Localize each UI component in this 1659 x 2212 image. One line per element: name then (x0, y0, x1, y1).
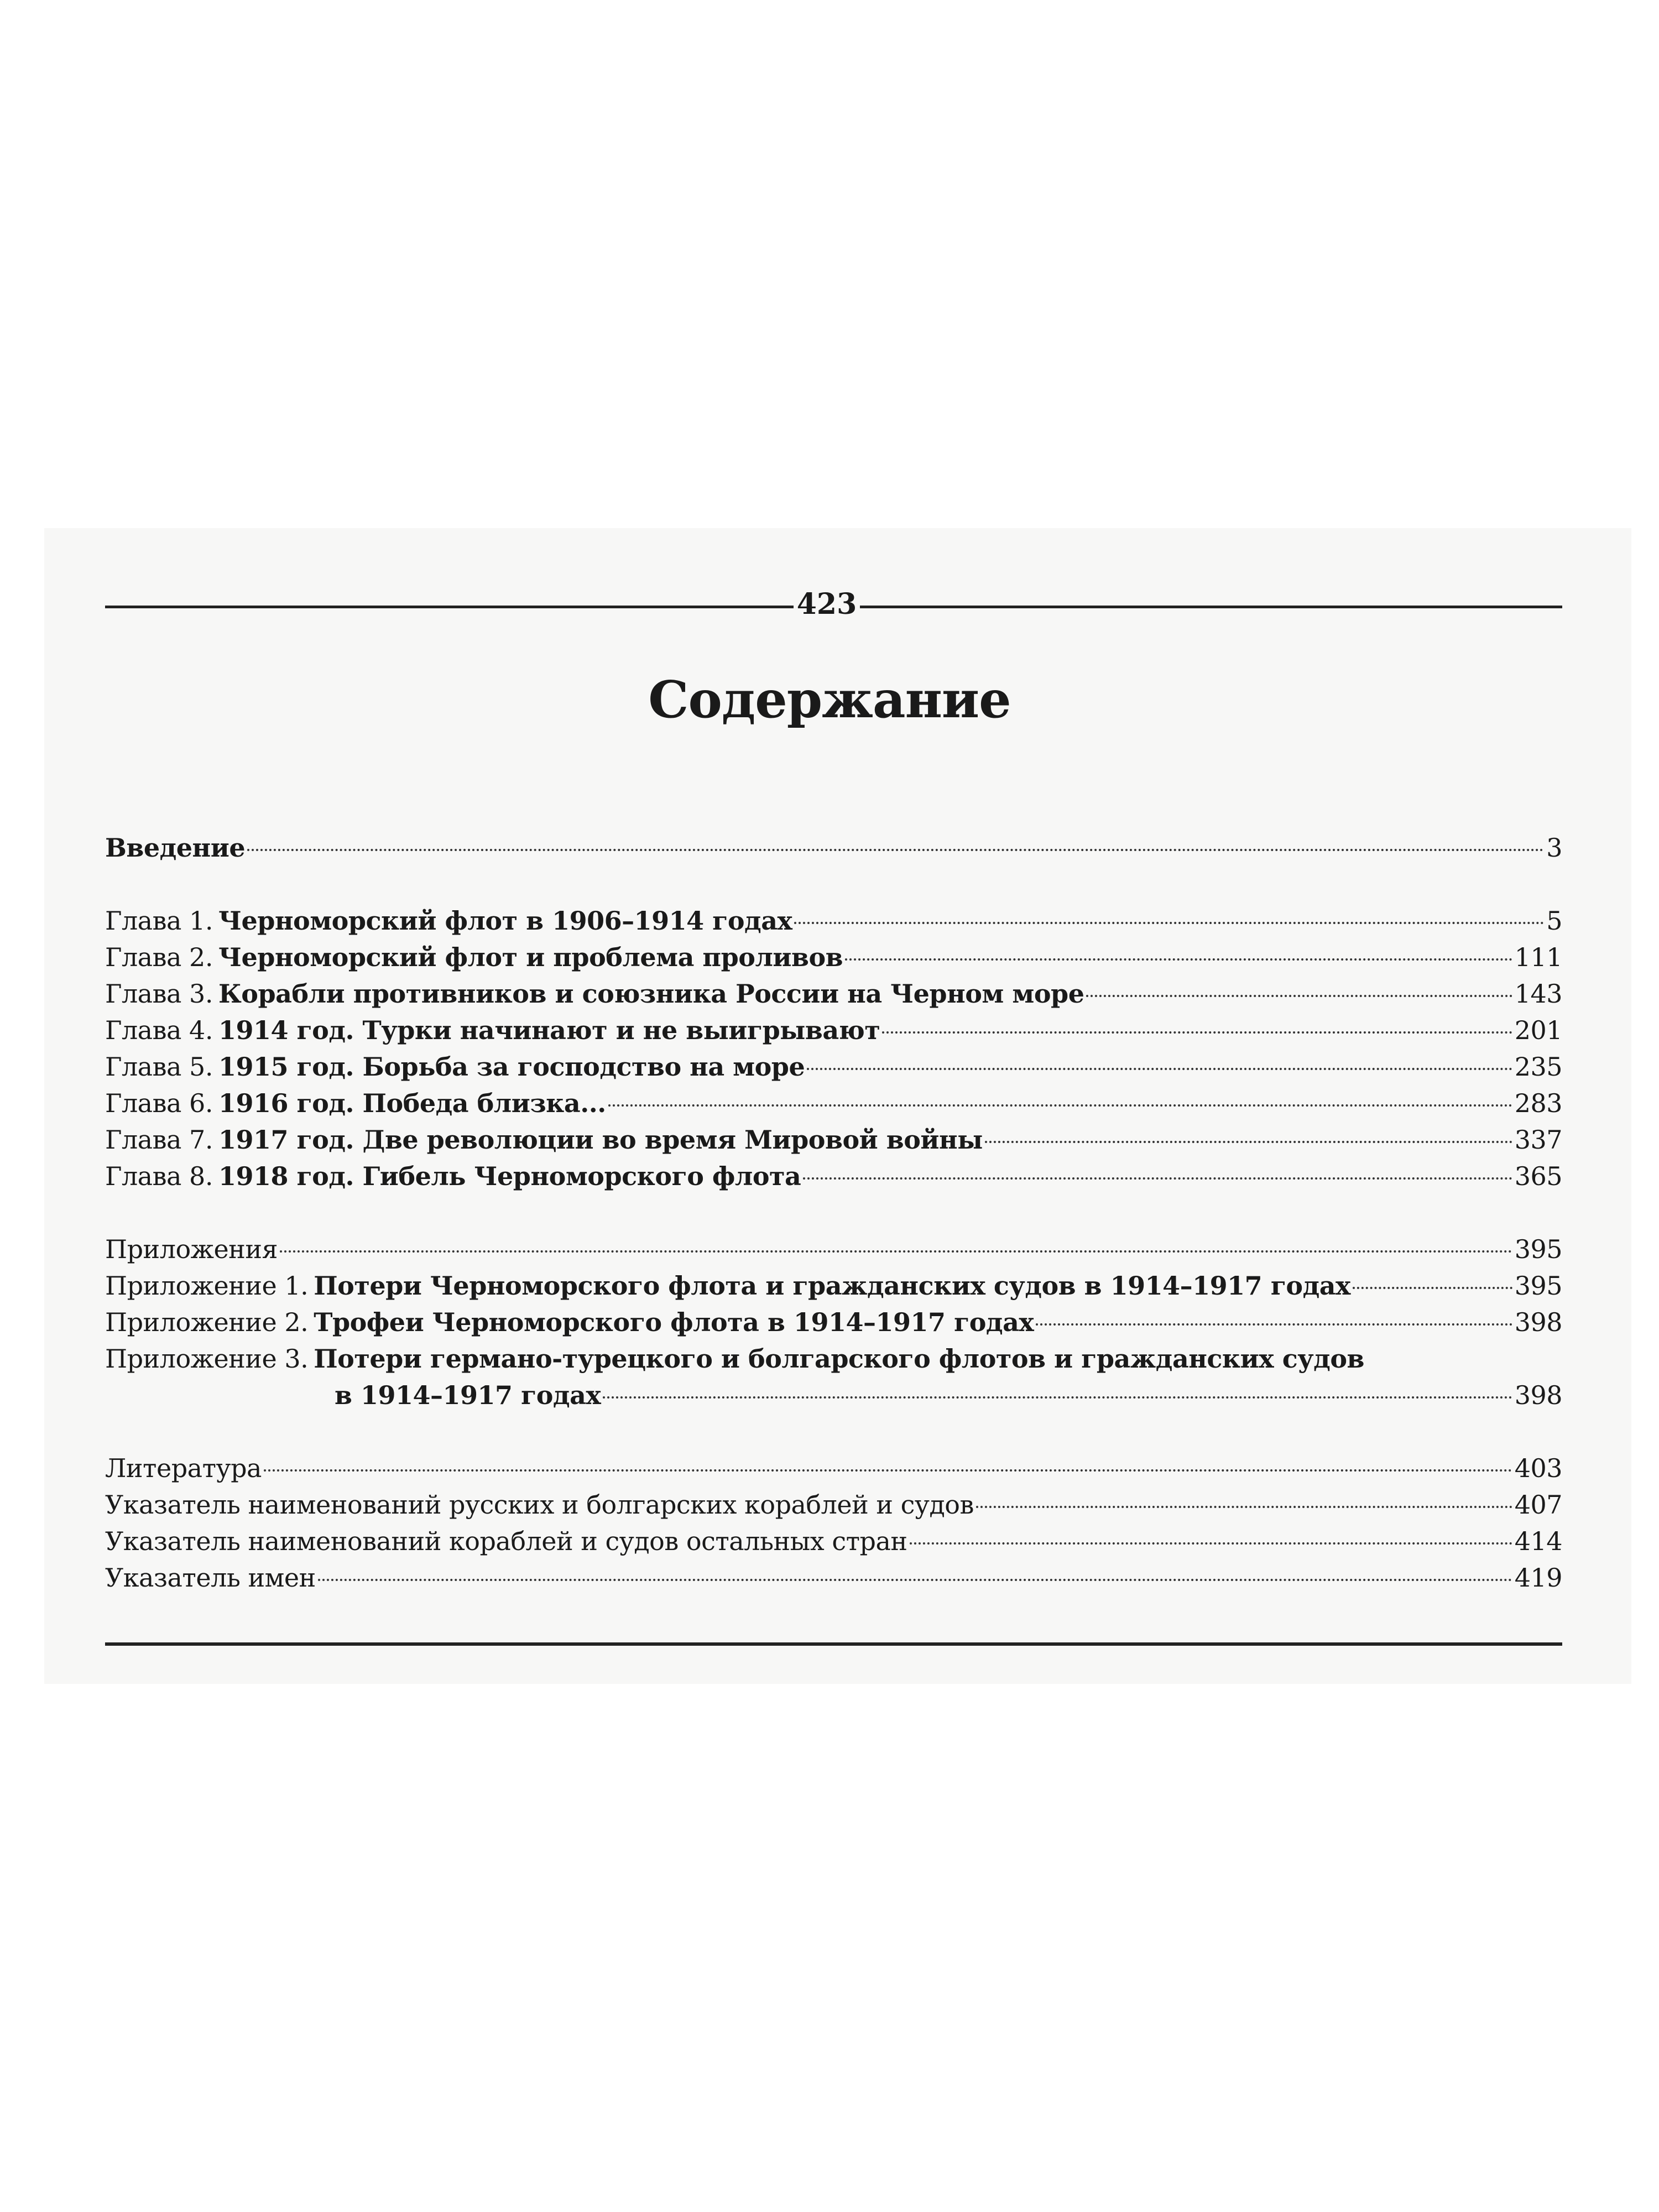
dot-leader (1353, 1287, 1512, 1289)
toc-entry-back-matter (105, 1450, 1562, 1486)
toc-entry-title: Указатель наименований русских и болгарских кораблей и судов (105, 1490, 974, 1520)
toc-entry-prefix: Глава 4. (105, 1015, 213, 1045)
toc-entry-title: Трофеи Черноморского флота в 1914–1917 годах (314, 1307, 1034, 1337)
toc-entry-page: 395 (1514, 1234, 1562, 1264)
dot-leader (1036, 1323, 1512, 1326)
header-rule-right (860, 606, 1562, 608)
toc-entry-page: 337 (1514, 1125, 1562, 1155)
section-gap (105, 866, 1562, 902)
dot-leader (608, 1104, 1512, 1107)
toc-entry-title: 1916 год. Победа близка... (218, 1088, 606, 1118)
toc-entry-page: 283 (1514, 1088, 1562, 1118)
toc-entry-title: 1917 год. Две революции во время Мировой войны (218, 1125, 983, 1155)
toc-entry-prefix: Глава 8. (105, 1161, 213, 1191)
toc-entry-page: 407 (1514, 1490, 1562, 1520)
toc-entry-page: 5 (1546, 906, 1562, 936)
toc-entry-page: 395 (1514, 1271, 1562, 1301)
toc-entry-page: 201 (1514, 1015, 1562, 1045)
toc-entry-appendix (105, 1340, 1562, 1377)
toc-entry-back-matter (105, 1559, 1562, 1596)
toc-entry-page: 111 (1514, 942, 1562, 972)
toc-entry-intro (105, 830, 1562, 866)
toc-entry-prefix: Глава 3. (105, 979, 213, 1009)
toc-entry-appendix-continued (105, 1377, 1562, 1413)
dot-leader (280, 1250, 1512, 1253)
toc-entry-title: Черноморский флот и проблема проливов (218, 942, 843, 972)
toc-entry-page: 143 (1514, 979, 1562, 1009)
toc-entry-prefix: Приложение 1. (105, 1271, 309, 1301)
toc-entry-title: Введение (105, 833, 246, 863)
toc-entry-title: Потери Черноморского флота и гражданских судов в 1914–1917 годах (314, 1271, 1350, 1301)
dot-leader (976, 1506, 1512, 1508)
toc-entry-prefix: Глава 7. (105, 1125, 213, 1155)
dot-leader (803, 1177, 1512, 1180)
toc-entry-prefix: Глава 6. (105, 1088, 213, 1118)
dot-leader (318, 1579, 1512, 1581)
dot-leader (1086, 995, 1512, 997)
dot-leader (603, 1396, 1512, 1399)
dot-leader (845, 958, 1512, 961)
toc-entry-title: в 1914–1917 годах (335, 1380, 601, 1410)
toc-entry-prefix: Глава 2. (105, 942, 213, 972)
dot-leader (264, 1469, 1512, 1472)
toc-entry-prefix: Глава 1. (105, 906, 213, 936)
toc-entry-prefix: Глава 5. (105, 1052, 213, 1082)
toc-entry-title: 1914 год. Турки начинают и не выигрывают (218, 1015, 880, 1045)
section-gap (105, 1413, 1562, 1450)
toc-entry-chapter (105, 939, 1562, 975)
header-rule-left (105, 606, 794, 608)
toc-entry-chapter (105, 1048, 1562, 1085)
toc-entry-title: 1915 год. Борьба за господство на море (218, 1052, 805, 1082)
dot-leader (794, 922, 1544, 924)
table-of-contents (105, 830, 1562, 1596)
toc-entry-back-matter (105, 1486, 1562, 1523)
toc-entry-page: 235 (1514, 1052, 1562, 1082)
toc-entry-appendix (105, 1267, 1562, 1304)
toc-entry-page: 365 (1514, 1161, 1562, 1191)
toc-entry-title: Черноморский флот в 1906–1914 годах (218, 906, 792, 936)
toc-entry-page: 398 (1514, 1380, 1562, 1410)
footer-rule (105, 1642, 1562, 1646)
section-gap (105, 1194, 1562, 1231)
dot-leader (985, 1141, 1512, 1143)
toc-entry-title: 1918 год. Гибель Черноморского флота (218, 1161, 801, 1191)
toc-entry-page: 419 (1514, 1563, 1562, 1593)
toc-entry-prefix: Приложение 3. (105, 1344, 309, 1374)
page-number: 423 (796, 587, 857, 621)
toc-entry-chapter (105, 1158, 1562, 1194)
toc-entry-chapter (105, 1121, 1562, 1158)
toc-entry-title: Указатель наименований кораблей и судов остальных стран (105, 1526, 907, 1556)
dot-leader (910, 1542, 1512, 1545)
toc-entry-title: Потери германо-турецкого и болгарского флотов и гражданских судов (314, 1344, 1364, 1374)
toc-entry-chapter (105, 1012, 1562, 1048)
dot-leader (882, 1031, 1512, 1034)
toc-entry-chapter (105, 1085, 1562, 1121)
toc-entry-page: 414 (1514, 1526, 1562, 1556)
toc-entry-prefix: Приложение 2. (105, 1307, 309, 1337)
toc-entry-title: Корабли противников и союзника России на Черном море (218, 979, 1084, 1009)
toc-entry-chapter (105, 902, 1562, 939)
toc-entry-appendices (105, 1231, 1562, 1267)
toc-entry-title: Литература (105, 1453, 262, 1483)
toc-entry-appendix (105, 1304, 1562, 1340)
toc-entry-back-matter (105, 1523, 1562, 1559)
toc-entry-page: 3 (1546, 833, 1562, 863)
toc-entry-title: Указатель имен (105, 1563, 316, 1593)
dot-leader (247, 849, 1544, 851)
toc-entry-page: 403 (1514, 1453, 1562, 1483)
dot-leader (807, 1068, 1512, 1070)
toc-entry-page: 398 (1514, 1307, 1562, 1337)
toc-entry-title: Приложения (105, 1234, 278, 1264)
toc-title: Содержание (648, 670, 1011, 729)
toc-entry-chapter (105, 975, 1562, 1012)
